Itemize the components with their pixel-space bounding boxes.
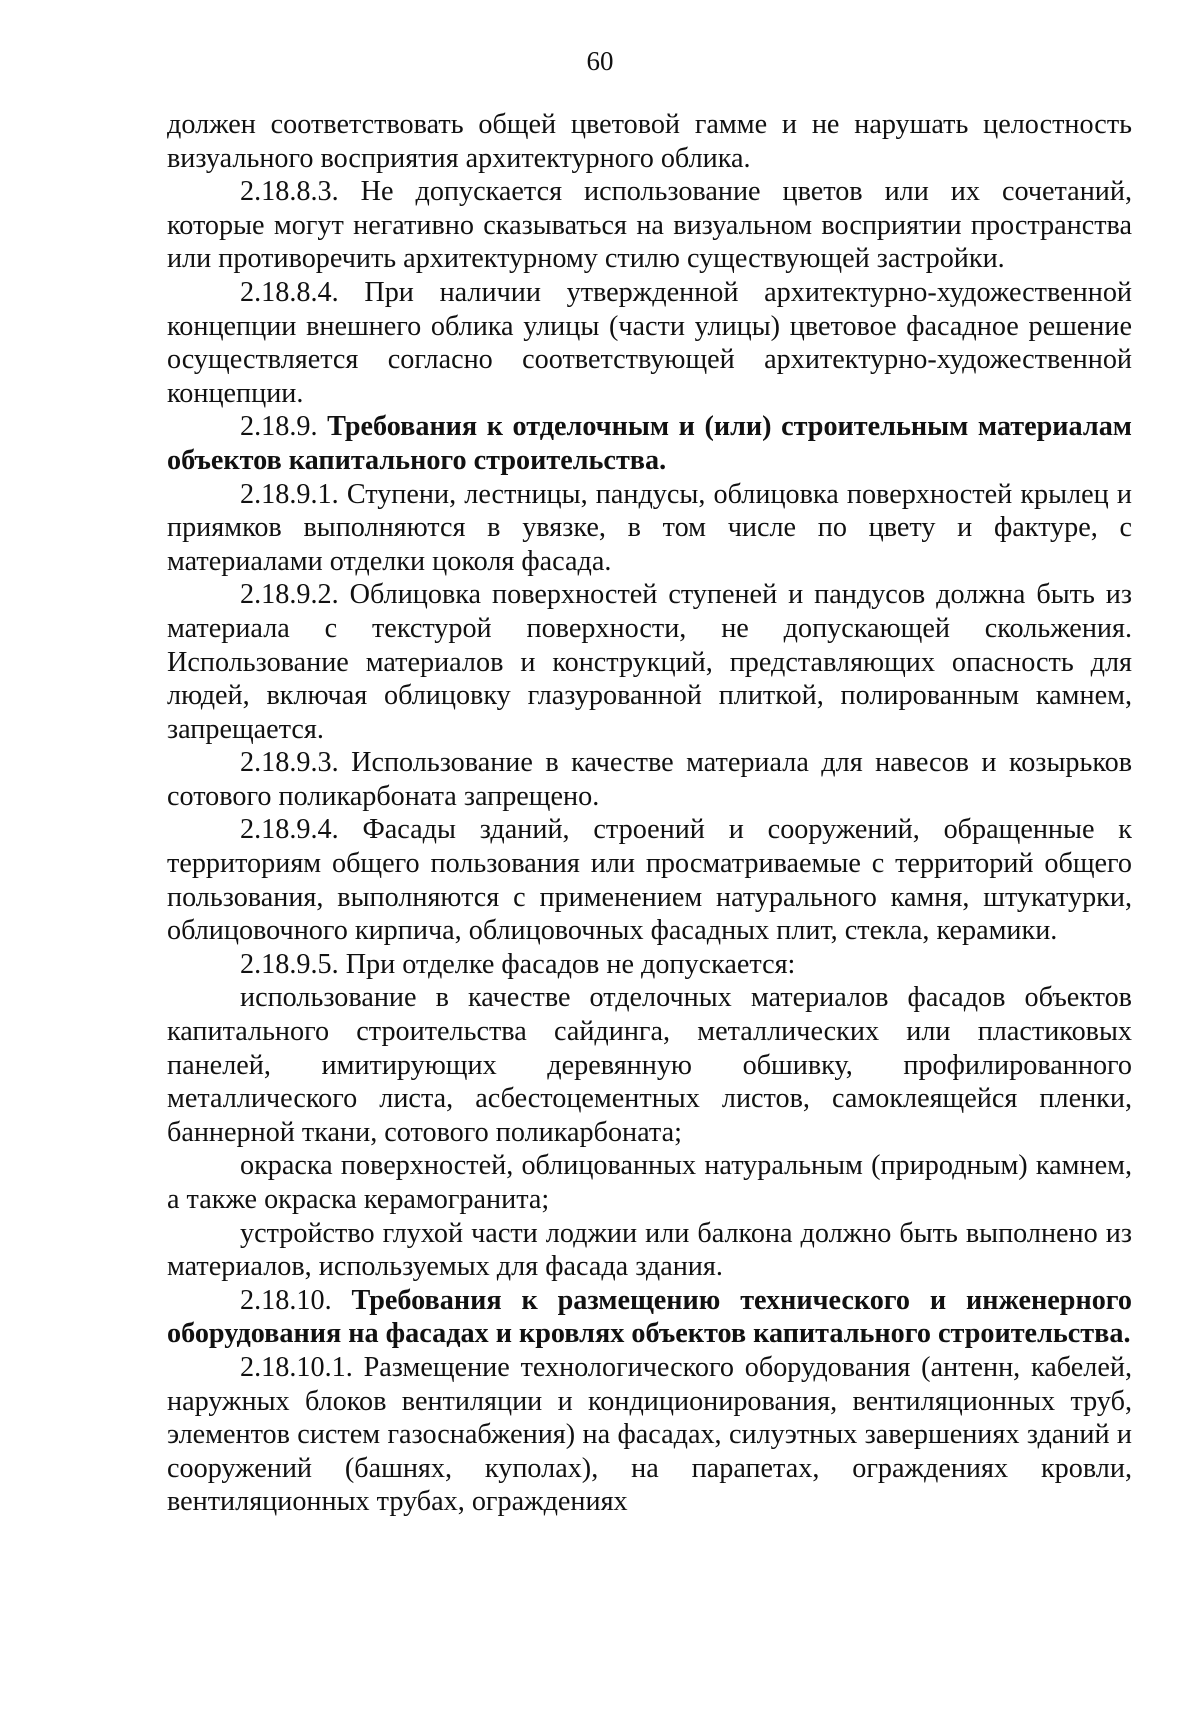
paragraph-continuation: [167, 108, 1132, 175]
clause-2-18-9-2: [167, 578, 1132, 746]
list-item-text: устройство глухой части лоджии или балкона должно быть выполнено из материалов, используемых для фасада здания.: [167, 1217, 1132, 1283]
clause-text: Размещение технологического оборудования (антенн, кабелей, наружных блоков вентиляции и кондиционирования, вентиляционных труб, элементов систем газоснабжения) на фасадах, силуэтных завершениях зданий и сооружений (башнях, куполах), на парапетах, ограждениях кровли, вентиляционных трубах, ограждениях: [167, 1351, 1133, 1518]
clause-2-18-9-4: [167, 813, 1132, 947]
clause-2-18-9-5: [167, 948, 1132, 982]
clause-text: Не допускается использование цветов или их сочетаний, которые могут негативно сказываться на визуальном восприятии пространства или противоречить архитектурному стилю существующей застройки.: [167, 176, 1132, 275]
section-heading-text: Требования к отделочным и (или) строительным материалам объектов капитального строительства.: [167, 411, 1132, 476]
clause-2-18-8-4: [167, 276, 1132, 410]
clause-2-18-8-3: [167, 175, 1132, 276]
clause-number: 2.18.9.3.: [240, 747, 339, 779]
document-body: [167, 108, 1132, 1519]
section-heading-2-18-10: [167, 1284, 1132, 1351]
clause-number: 2.18.8.3.: [240, 176, 339, 208]
section-number: 2.18.10.: [240, 1284, 332, 1316]
clause-2-18-10-1: [167, 1351, 1132, 1519]
clause-text: Использование в качестве материала для навесов и козырьков сотового поликарбоната запрещено.: [167, 747, 1132, 812]
list-item: [167, 981, 1132, 1149]
page-number: 60: [586, 46, 614, 76]
clause-text: Фасады зданий, строений и сооружений, обращенные к территориям общего пользования или просматриваемые с территорий общего пользования, выполняются с применением натурального камня, штукатурки, облицовочного кирпича, облицовочных фасадных плит, стекла, керамики.: [167, 814, 1133, 947]
clause-number: 2.18.8.4.: [240, 276, 339, 308]
clause-2-18-9-3: [167, 746, 1132, 813]
clause-number: 2.18.9.1.: [240, 478, 339, 510]
clause-number: 2.18.9.2.: [240, 579, 339, 611]
list-item-text: окраска поверхностей, облицованных натуральным (природным) камнем, а также окраска керамогранита;: [167, 1150, 1132, 1215]
clause-number: 2.18.10.1.: [240, 1351, 353, 1383]
clause-number: 2.18.9.4.: [240, 814, 339, 846]
section-heading-2-18-9: [167, 410, 1132, 477]
paragraph-text: должен соответствовать общей цветовой гамме и не нарушать целостность визуального восприятия архитектурного облика.: [167, 109, 1132, 174]
clause-text: Облицовка поверхностей ступеней и пандусов должна быть из материала с текстурой поверхности, не допускающей скольжения. Использование материалов и конструкций, представляющих опасность для людей, включая облицовку глазурованной плиткой, полированным камнем, запрещается.: [167, 579, 1133, 745]
list-item: [167, 1217, 1132, 1284]
list-item-text: использование в качестве отделочных материалов фасадов объектов капитального строительства сайдинга, металлических или пластиковых панелей, имитирующих деревянную обшивку, профилированного металлического листа, асбестоцементных листов, самоклеящейся пленки, баннерной ткани, сотового поликарбоната;: [167, 982, 1132, 1148]
list-item: [167, 1149, 1132, 1216]
clause-text: При отделке фасадов не допускается:: [345, 948, 796, 980]
clause-2-18-9-1: [167, 478, 1132, 579]
clause-text: При наличии утвержденной архитектурно-художественной концепции внешнего облика улицы (части улицы) цветовое фасадное решение осуществляется согласно соответствующей архитектурно-художественной концепции.: [167, 276, 1132, 409]
clause-text: Ступени, лестницы, пандусы, облицовка поверхностей крылец и приямков выполняются в увязке, в том числе по цвету и фактуре, с материалами отделки цоколя фасада.: [167, 478, 1132, 577]
section-heading-text: Требования к размещению технического и инженерного оборудования на фасадах и кровлях объектов капитального строительства.: [167, 1284, 1132, 1350]
section-number: 2.18.9.: [240, 411, 318, 443]
clause-number: 2.18.9.5.: [240, 948, 339, 980]
